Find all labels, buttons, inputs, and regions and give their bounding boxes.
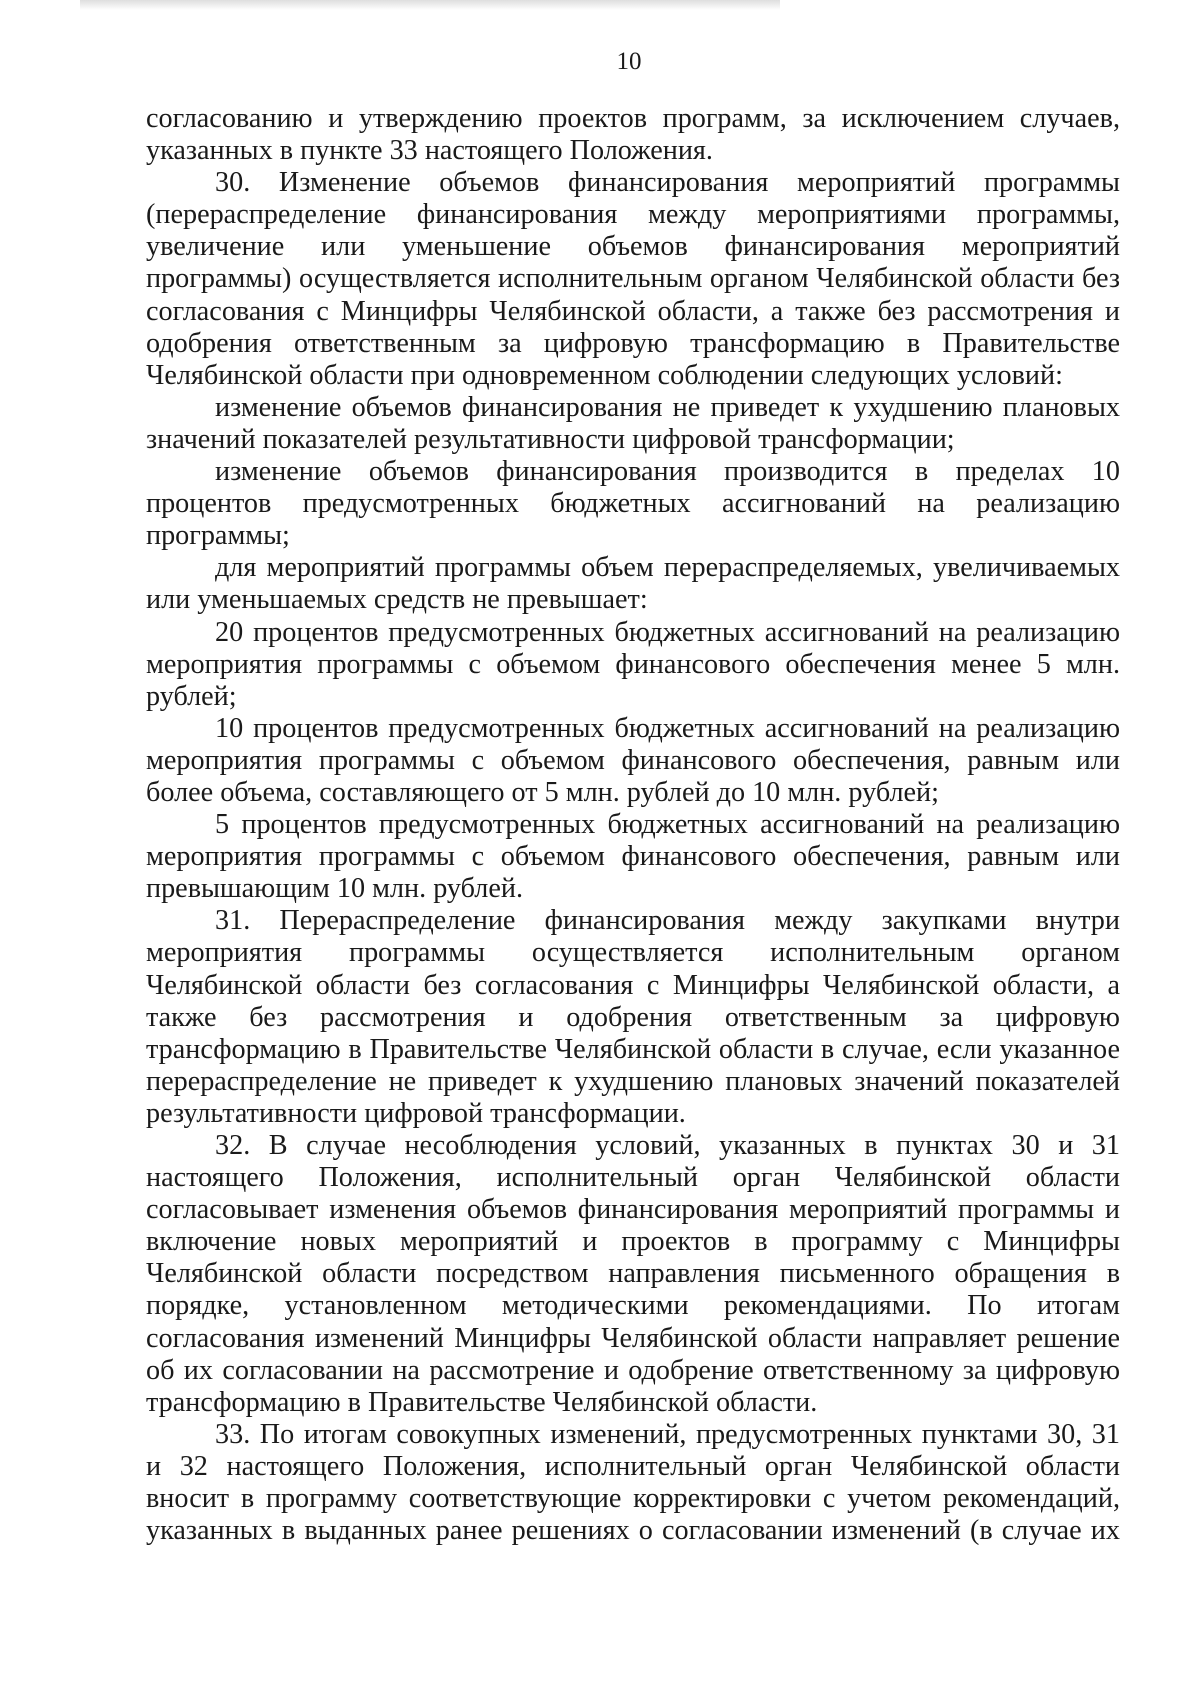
page-number: 10 bbox=[616, 48, 642, 75]
paragraph-limit-10-percent: 10 процентов предусмотренных бюджетных ассигнований на реализацию мероприятия программы с объемом финансового обеспечения, равным или более объема, составляющего от 5 млн. рублей до 10 млн. рублей; bbox=[146, 712, 1120, 808]
document-body bbox=[146, 103, 1120, 1547]
paragraph-condition-1: изменение объемов финансирования не приведет к ухудшению плановых значений показателей результативности цифровой трансформации; bbox=[146, 391, 1120, 455]
paragraph-limit-5-percent: 5 процентов предусмотренных бюджетных ассигнований на реализацию мероприятия программы с объемом финансового обеспечения, равным или превышающим 10 млн. рублей. bbox=[146, 809, 1120, 905]
paragraph-continuation: согласованию и утверждению проектов программ, за исключением случаев, указанных в пункте 33 настоящего Положения. bbox=[146, 103, 1120, 167]
paragraph-clause-30: 30. Изменение объемов финансирования мероприятий программы (перераспределение финансирования между мероприятиями программы, увеличение или уменьшение объемов финансирования мероприятий программы) осуществляется исполнительным органом Челябинской области без согласования с Минцифры Челябинской области, а также без рассмотрения и одобрения ответственным за цифровую трансформацию в Правительстве Челябинской области при одновременном соблюдении следующих условий: bbox=[146, 167, 1120, 391]
paragraph-limit-20-percent: 20 процентов предусмотренных бюджетных ассигнований на реализацию мероприятия программы с объемом финансового обеспечения менее 5 млн. рублей; bbox=[146, 616, 1120, 712]
paragraph-clause-31: 31. Перераспределение финансирования между закупками внутри мероприятия программы осуществляется исполнительным органом Челябинской области без согласования с Минцифры Челябинской области, а также без рассмотрения и одобрения ответственным за цифровую трансформацию в Правительстве Челябинской области в случае, если указанное перераспределение не приведет к ухудшению плановых значений показателей результативности цифровой трансформации. bbox=[146, 905, 1120, 1129]
scan-edge-shadow bbox=[80, 0, 780, 10]
paragraph-condition-3: для мероприятий программы объем перераспределяемых, увеличиваемых или уменьшаемых средств не превышает: bbox=[146, 552, 1120, 616]
paragraph-clause-32: 32. В случае несоблюдения условий, указанных в пунктах 30 и 31 настоящего Положения, исполнительный орган Челябинской области согласовывает изменения объемов финансирования мероприятий программы и включение новых мероприятий и проектов в программу с Минцифры Челябинской области посредством направления письменного обращения в порядке, установленном методическими рекомендациями. По итогам согласования изменений Минцифры Челябинской области направляет решение об их согласовании на рассмотрение и одобрение ответственному за цифровую трансформацию в Правительстве Челябинской области. bbox=[146, 1130, 1120, 1418]
paragraph-condition-2: изменение объемов финансирования производится в пределах 10 процентов предусмотренных бюджетных ассигнований на реализацию программы; bbox=[146, 456, 1120, 552]
paragraph-clause-33: 33. По итогам совокупных изменений, предусмотренных пунктами 30, 31 и 32 настоящего Положения, исполнительный орган Челябинской области вносит в программу соответствующие корректировки с учетом рекомендаций, указанных в выданных ранее решениях о согласовании изменений (в случае их bbox=[146, 1418, 1120, 1547]
